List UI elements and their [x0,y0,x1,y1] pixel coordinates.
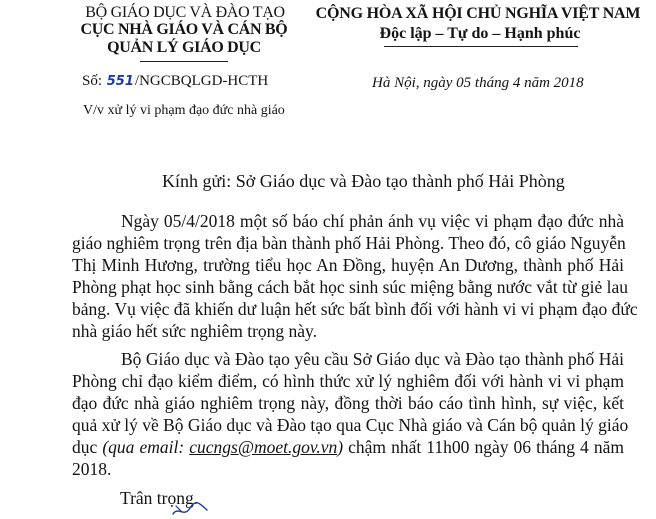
paragraph-2-line: 2018. [72,459,112,479]
document-number-prefix: Số: [82,73,103,89]
issuing-department-line1: CỤC NHÀ GIÁO VÀ CÁN BỘ [80,21,288,38]
paragraph-2-line: Bộ Giáo dục và Đào tạo yêu cầu Sở Giáo dục và Đào tạo thành phố Hải [121,349,624,369]
issuing-department-line2: QUẢN LÝ GIÁO DỤC [107,39,261,56]
document-subject: V/v xử lý vi phạm đạo đức nhà giáo [83,103,285,118]
issuing-ministry: BỘ GIÁO DỤC VÀ ĐÀO TẠO [85,4,285,21]
national-motto: Độc lập – Tự do – Hạnh phúc [379,25,581,42]
paragraph-1-line: nhà giáo hết sức nghiêm trọng này. [72,321,318,341]
document-number [82,73,268,90]
contact-email-link[interactable]: cucngs@moet.gov.vn [189,437,338,457]
paragraph-1-line: bảng. Vụ việc đã khiến dư luận hết sức bất bình đối với hành vi vi phạm đạo đức [72,299,638,319]
department-underline [140,61,228,62]
paragraph-1-line: giáo nghiêm trọng trên địa bàn thành phố Hải Phòng. Theo đó, cô giáo Nguyễn [72,233,626,253]
paragraph-2-line: quả xử lý về Bộ Giáo dục và Đào tạo qua Cục Nhà giáo và Cán bộ quản lý giáo [72,415,629,435]
paragraph-2-line: đạo đức nhà giáo nghiêm trọng này, đồng thời báo cáo tình hình, sự việc, kết [72,393,624,413]
document-number-handwritten: 551 [106,74,134,89]
paragraph-1-line: Ngày 05/4/2018 một số báo chí phản ánh vụ việc vi phạm đạo đức nhà [121,211,624,231]
email-close: ) [337,437,344,457]
paragraph-2-line-email [72,436,624,458]
national-title: CỘNG HÒA XÃ HỘI CHỦ NGHĨA VIỆT NAM [315,5,641,22]
paragraph-1-line: Thị Minh Hương, trường tiểu học An Đồng, huyện An Dương, thành phố Hải [72,255,624,275]
paragraph-1 [72,210,638,342]
document-number-suffix: /NGCBQLGD-HCTH [134,73,269,89]
motto-underline [384,46,578,47]
paragraph-2 [72,348,629,480]
paragraph-1-line: Phòng phạt học sinh bằng cách bắt học sinh súc miệng bằng nước vắt từ giẻ lau [72,277,629,297]
place-and-date: Hà Nội, ngày 05 tháng 4 năm 2018 [372,75,584,91]
email-label: (qua email: [102,437,190,457]
paragraph-2-line: Phòng chỉ đạo kiểm điểm, có hình thức xử lý nghiêm đối với hành vi vi phạm [72,371,624,391]
recipient-line: Kính gửi: Sở Giáo dục và Đào tạo thành phố Hải Phòng [162,171,565,191]
closing-salutation: Trân trọng. [120,488,199,508]
line-text: chậm nhất 11h00 ngày 06 tháng 4 năm [343,437,624,457]
signature-mark [170,494,210,519]
line-text: dục [72,437,103,457]
